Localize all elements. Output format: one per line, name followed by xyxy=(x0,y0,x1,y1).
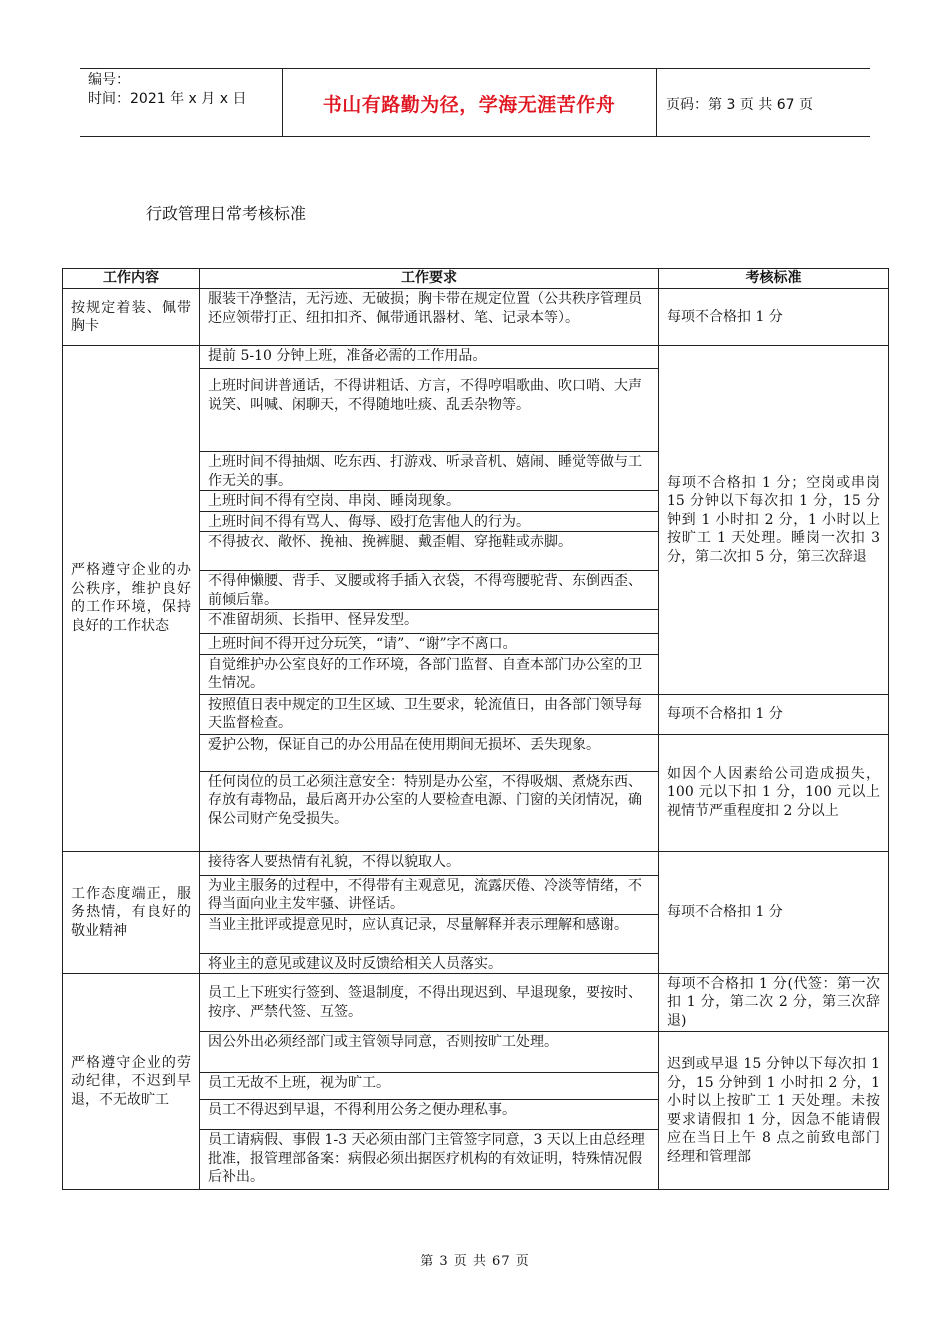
requirement-cell: 上班时间讲普通话，不得讲粗话、方言，不得哼唱歌曲、吹口哨、大声说笑、叫喊、闲聊天，不得随地吐痰、乱丢杂物等。 xyxy=(200,369,659,452)
header-page-indicator: 页码：第 3 页 共 67 页 xyxy=(666,97,813,113)
standard-cell: 每项不合格扣 1 分 xyxy=(659,694,889,734)
requirement-cell: 员工上下班实行签到、签退制度，不得出现迟到、早退现象，要按时、按序、严禁代签、互签。 xyxy=(200,974,659,1032)
requirement-cell: 上班时间不得有骂人、侮辱、殴打危害他人的行为。 xyxy=(200,511,659,532)
requirement-cell: 不准留胡须、长指甲、怪异发型。 xyxy=(200,610,659,634)
header-bottom-rule xyxy=(80,136,870,137)
header-motto: 书山有路勤为径，学海无涯苦作舟 xyxy=(322,94,616,116)
header-top-rule xyxy=(80,68,870,69)
header-divider-right xyxy=(656,68,657,136)
header-work-content: 工作内容 xyxy=(63,269,200,289)
requirement-cell: 员工不得迟到早退，不得利用公务之便办理私事。 xyxy=(200,1100,659,1130)
standard-cell: 每项不合格扣 1 分(代签：第一次扣 1 分，第二次 2 分，第三次辞退) xyxy=(659,974,889,1032)
document-date-label: 时间：2021 年 x 月 x 日 xyxy=(88,91,247,107)
requirement-cell: 为业主服务的过程中，不得带有主观意见，流露厌倦、冷淡等情绪，不得当面向业主发牢骚、讲怪话。 xyxy=(200,875,659,914)
requirement-cell: 因公外出必须经部门或主管领导同意，否则按旷工处理。 xyxy=(200,1032,659,1073)
table-header-row xyxy=(63,269,889,289)
requirement-cell: 上班时间不得有空岗、串岗、睡岗现象。 xyxy=(200,491,659,512)
standard-cell: 每项不合格扣 1 分 xyxy=(659,851,889,974)
header-assessment-standard: 考核标准 xyxy=(659,269,889,289)
assessment-table xyxy=(62,268,889,1190)
requirement-cell: 服装干净整洁，无污迹、无破损；胸卡带在规定位置（公共秩序管理员还应领带打正、纽扣扣齐、佩带通讯器材、笔、记录本等）。 xyxy=(200,289,659,346)
requirement-cell: 当业主批评或提意见时，应认真记录，尽量解释并表示理解和感谢。 xyxy=(200,914,659,953)
requirement-cell: 不得披衣、敞怀、挽袖、挽裤腿、戴歪帽、穿拖鞋或赤脚。 xyxy=(200,532,659,571)
category-cell: 工作态度端正，服务热情，有良好的敬业精神 xyxy=(63,851,200,974)
requirement-cell: 上班时间不得开过分玩笑，“请”、“谢”字不离口。 xyxy=(200,634,659,655)
requirement-cell: 员工无故不上班，视为旷工。 xyxy=(200,1073,659,1100)
table-row xyxy=(63,289,889,346)
requirement-cell: 不得伸懒腰、背手、叉腰或将手插入衣袋，不得弯腰驼背、东倒西歪、前倾后靠。 xyxy=(200,571,659,610)
requirement-cell: 任何岗位的员工必须注意安全：特别是办公室，不得吸烟、煮烧东西、存放有毒物品，最后离开办公室的人要检查电源、门窗的关闭情况，确保公司财产免受损失。 xyxy=(200,771,659,851)
standard-cell: 每项不合格扣 1 分 xyxy=(659,289,889,346)
requirement-cell: 自觉维护办公室良好的工作环境，各部门监督、自查本部门办公室的卫生情况。 xyxy=(200,654,659,694)
requirement-cell: 上班时间不得抽烟、吃东西、打游戏、听录音机、嬉闹、睡觉等做与工作无关的事。 xyxy=(200,452,659,491)
header-meta xyxy=(88,71,246,109)
standard-cell: 如因个人因素给公司造成损失，100 元以下扣 1 分，100 元以上视情节严重程度扣 2 分以上 xyxy=(659,734,889,851)
header-work-requirement: 工作要求 xyxy=(200,269,659,289)
table-row xyxy=(63,974,889,1032)
standard-cell: 每项不合格扣 1 分；空岗或串岗 15 分钟以下每次扣 1 分，15 分钟到 1 小时扣 2 分，1 小时以上按旷工 1 天处理。睡岗一次扣 3 分，第二次扣 5 分，第三次辞退 xyxy=(659,346,889,695)
requirement-cell: 爱护公物，保证自己的办公用品在使用期间无损坏、丢失现象。 xyxy=(200,734,659,771)
category-cell: 严格遵守企业的劳动纪律，不迟到早退，不无故旷工 xyxy=(63,974,200,1190)
requirement-cell: 员工请病假、事假 1-3 天必须由部门主管签字同意，3 天以上由总经理批准，报管理部备案：病假必须出据医疗机构的有效证明，特殊情况假后补出。 xyxy=(200,1130,659,1190)
page-footer: 第 3 页 共 67 页 xyxy=(420,1254,530,1269)
requirement-cell: 提前 5-10 分钟上班，准备必需的工作用品。 xyxy=(200,346,659,369)
table-row xyxy=(63,346,889,369)
requirement-cell: 接待客人要热情有礼貌，不得以貌取人。 xyxy=(200,851,659,875)
table-row xyxy=(63,851,889,875)
requirement-cell: 按照值日表中规定的卫生区域、卫生要求，轮流值日，由各部门领导每天监督检查。 xyxy=(200,694,659,734)
requirement-cell: 将业主的意见或建议及时反馈给相关人员落实。 xyxy=(200,953,659,974)
category-cell: 按规定着装、佩带胸卡 xyxy=(63,289,200,346)
standard-cell: 迟到或早退 15 分钟以下每次扣 1 分，15 分钟到 1 小时扣 2 分，1 小时以上按旷工 1 天处理。未按要求请假扣 1 分，因急不能请假应在当日上午 8 点之前致电部门经理和管理部 xyxy=(659,1032,889,1190)
document-number-label: 编号： xyxy=(88,72,130,88)
category-cell: 严格遵守企业的办公秩序，维护良好的工作环境，保持良好的工作状态 xyxy=(63,346,200,852)
document-title: 行政管理日常考核标准 xyxy=(146,204,307,223)
